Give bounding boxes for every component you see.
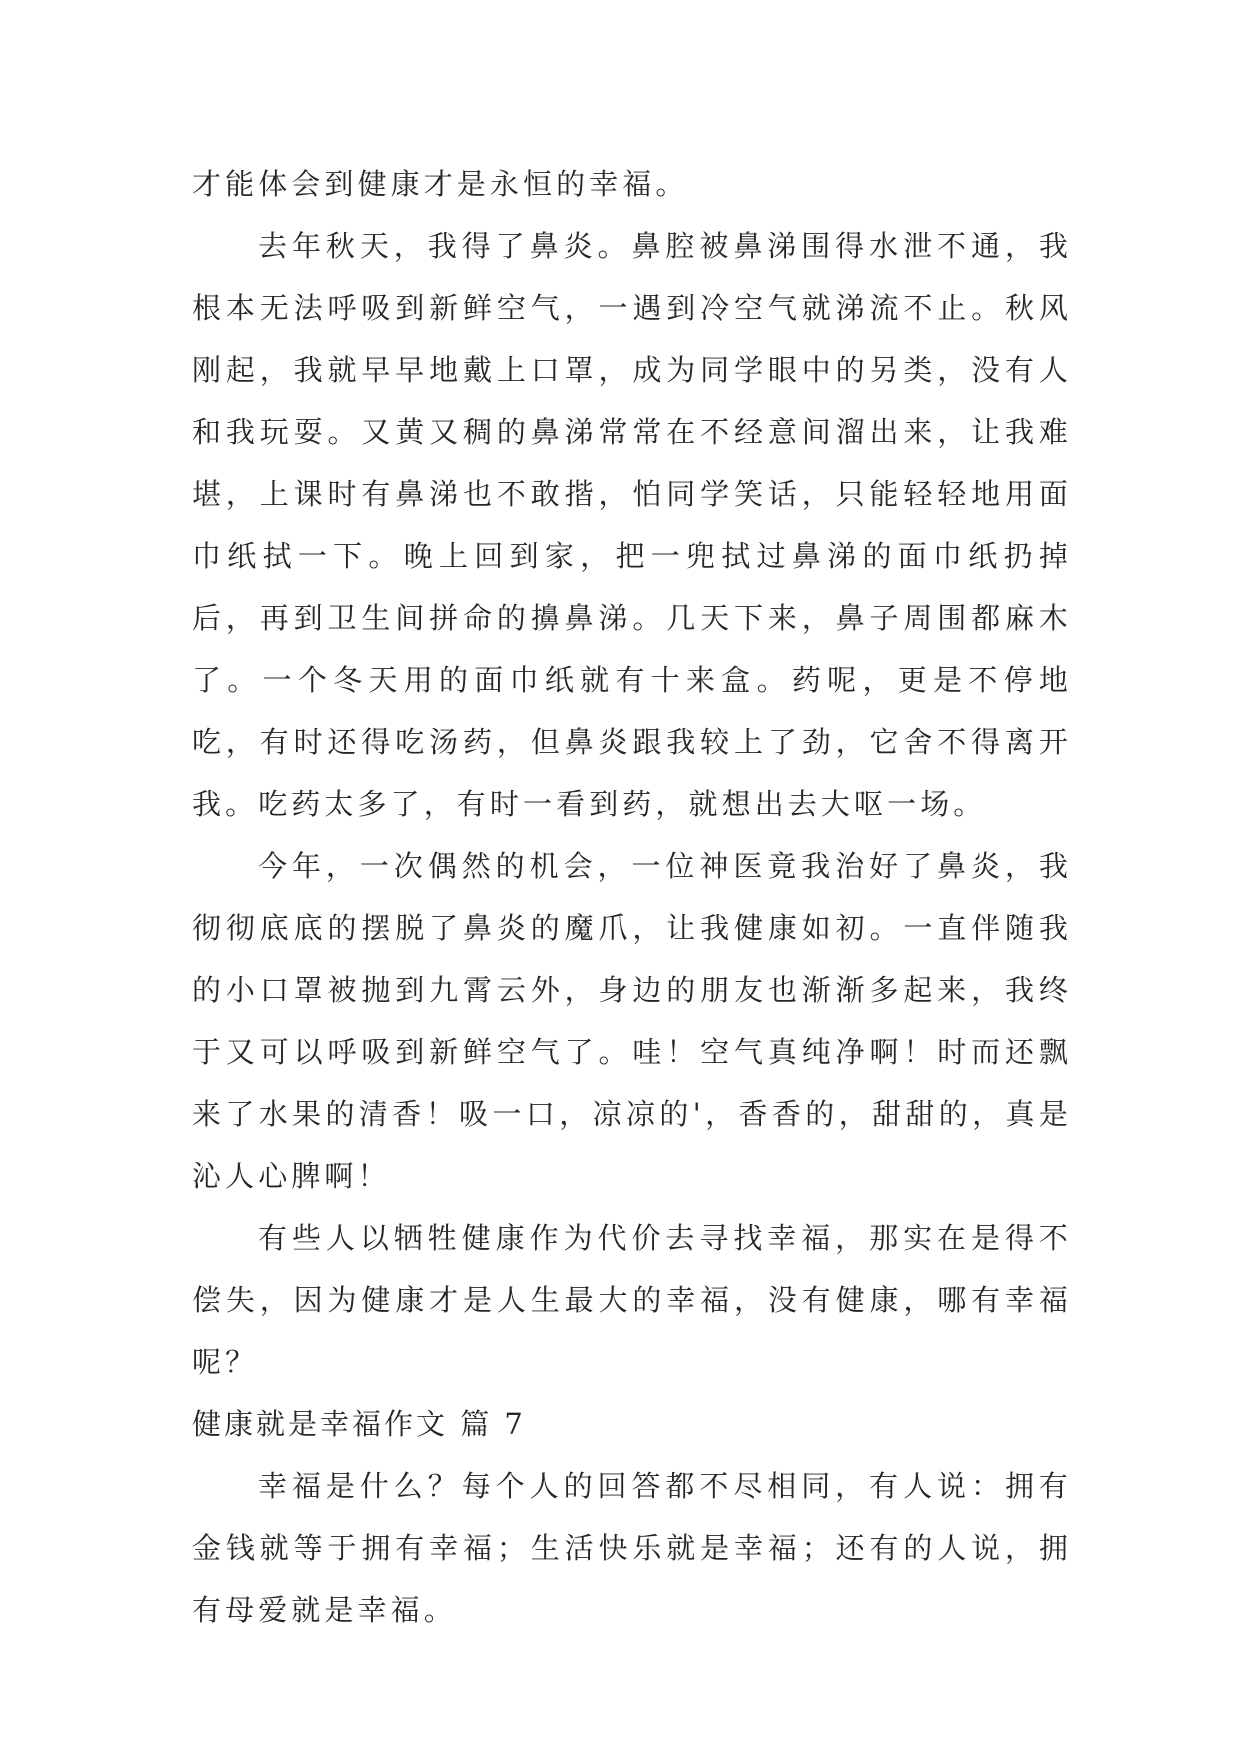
paragraph-rhinitis-autumn: 去年秋天，我得了鼻炎。鼻腔被鼻涕围得水泄不通，我根本无法呼吸到新鲜空气，一遇到冷空气就涕流不止。秋风刚起，我就早早地戴上口罩，成为同学眼中的另类，没有人和我玩耍。又黄又稠的鼻涕常常在不经意间溜出来，让我难堪，上课时有鼻涕也不敢揩，怕同学笑话，只能轻轻地用面巾纸拭一下。晚上回到家，把一兜拭过鼻涕的面巾纸扔掉后，再到卫生间拼命的擤鼻涕。几天下来，鼻子周围都麻木了。一个冬天用的面巾纸就有十来盒。药呢，更是不停地吃，有时还得吃汤药，但鼻炎跟我较上了劲，它舍不得离开我。吃药太多了，有时一看到药，就想出去大呕一场。	[192, 229, 1072, 821]
continuation-paragraph: 才能体会到健康才是永恒的幸福。	[192, 167, 689, 201]
document-body	[192, 153, 1072, 1641]
paragraph-health-is-happiness: 有些人以牺牲健康作为代价去寻找幸福，那实在是得不偿失，因为健康才是人生最大的幸福，没有健康，哪有幸福呢？	[192, 1221, 1072, 1379]
paragraph-cured-this-year: 今年，一次偶然的机会，一位神医竟我治好了鼻炎，我彻彻底底的摆脱了鼻炎的魔爪，让我健康如初。一直伴随我的小口罩被抛到九霄云外，身边的朋友也渐渐多起来，我终于又可以呼吸到新鲜空气了。哇！空气真纯净啊！时而还飘来了水果的清香！吸一口，凉凉的'，香香的，甜甜的，真是沁人心脾啊！	[192, 849, 1072, 1193]
paragraph-what-is-happiness: 幸福是什么？每个人的回答都不尽相同，有人说：拥有金钱就等于拥有幸福；生活快乐就是幸福；还有的人说，拥有母爱就是幸福。	[192, 1469, 1072, 1627]
essay-heading: 健康就是幸福作文 篇 7	[192, 1407, 526, 1441]
